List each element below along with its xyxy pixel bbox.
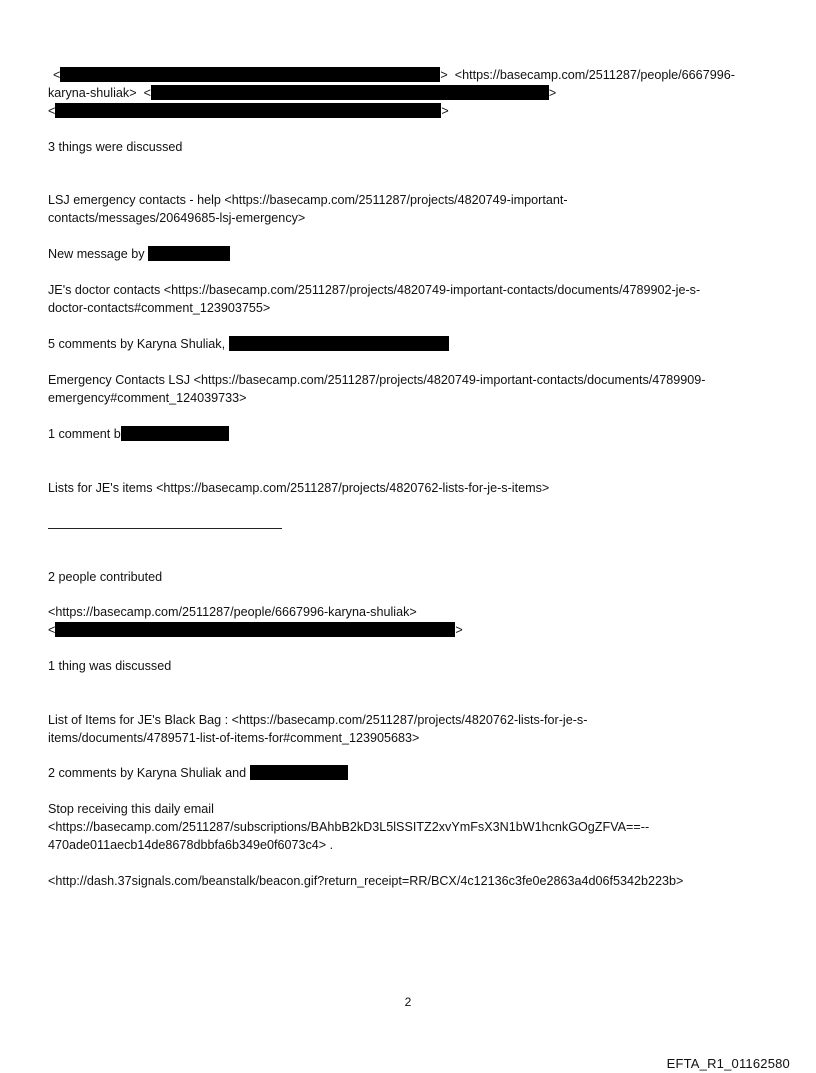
topic-link[interactable]: LSJ emergency contacts - help <https://basecamp.com/2511287/projects/4820749-important- [48,193,568,207]
recipients-line-3: < > [48,104,449,118]
topic-link[interactable]: List of Items for JE's Black Bag : <https://basecamp.com/2511287/projects/4820762-lists-for-je-s- [48,713,588,727]
topic-meta: New message by [48,246,230,263]
section-divider [48,528,282,529]
redaction-block [55,622,455,637]
contributors-count: 2 people contributed [48,570,163,584]
redaction-block [151,85,549,100]
topic-meta: 5 comments by Karyna Shuliak, [48,336,449,353]
topic-link[interactable]: JE's doctor contacts <https://basecamp.com/2511287/projects/4820749-important-contacts/documents/4789902-je-s- [48,283,701,297]
topic-meta: 1 comment b [48,426,229,443]
page-number: 2 [404,995,412,1009]
redaction-block [148,246,230,261]
karyna-profile-link-cont[interactable]: karyna-shuliak> [48,86,137,100]
discussion-summary: 1 thing was discussed [48,659,172,673]
topic-meta: 2 comments by Karyna Shuliak and [48,765,348,782]
karyna-profile-link[interactable]: <https://basecamp.com/2511287/people/6667996- [454,68,735,82]
document-id: EFTA_R1_01162580 [666,1056,790,1071]
redaction-block [229,336,449,351]
beacon-link[interactable]: <http://dash.37signals.com/beanstalk/beacon.gif?return_receipt=RR/BCX/4c12136c3fe0e2863a4d06f5342b223b> [48,874,684,888]
project-link[interactable]: Lists for JE's items <https://basecamp.com/2511287/projects/4820762-lists-for-je-s-items> [48,481,550,495]
topic-link-cont[interactable]: doctor-contacts#comment_123903755> [48,301,271,315]
recipients-line-2: karyna-shuliak> < > [48,86,557,100]
discussion-summary: 3 things were discussed [48,140,183,154]
redaction-block [121,426,229,441]
redaction-block [250,765,348,780]
redaction-block [55,103,441,118]
topic-link-cont[interactable]: items/documents/4789571-list-of-items-for#comment_123905683> [48,731,420,745]
unsubscribe-label: Stop receiving this daily email [48,802,214,816]
redaction-block [60,67,440,82]
unsubscribe-link-cont[interactable]: 470ade011aecb14de8678dbbfa6b349e0f6073c4> . [48,838,334,852]
unsubscribe-link[interactable]: <https://basecamp.com/2511287/subscriptions/BAhbB2kD3L5lSSITZ2xvYmFsX3N1bW1hcnkGOgZFVA==-- [48,820,650,834]
topic-link[interactable]: Emergency Contacts LSJ <https://basecamp.com/2511287/projects/4820749-important-contacts/documents/4789909- [48,373,706,387]
person-line-redacted: < > [48,623,463,637]
topic-link-cont[interactable]: contacts/messages/20649685-lsj-emergency> [48,211,306,225]
topic-link-cont[interactable]: emergency#comment_124039733> [48,391,247,405]
person-link[interactable]: <https://basecamp.com/2511287/people/6667996-karyna-shuliak> [48,605,417,619]
recipients-line-1: < > <https://basecamp.com/2511287/people/6667996- [53,68,735,82]
